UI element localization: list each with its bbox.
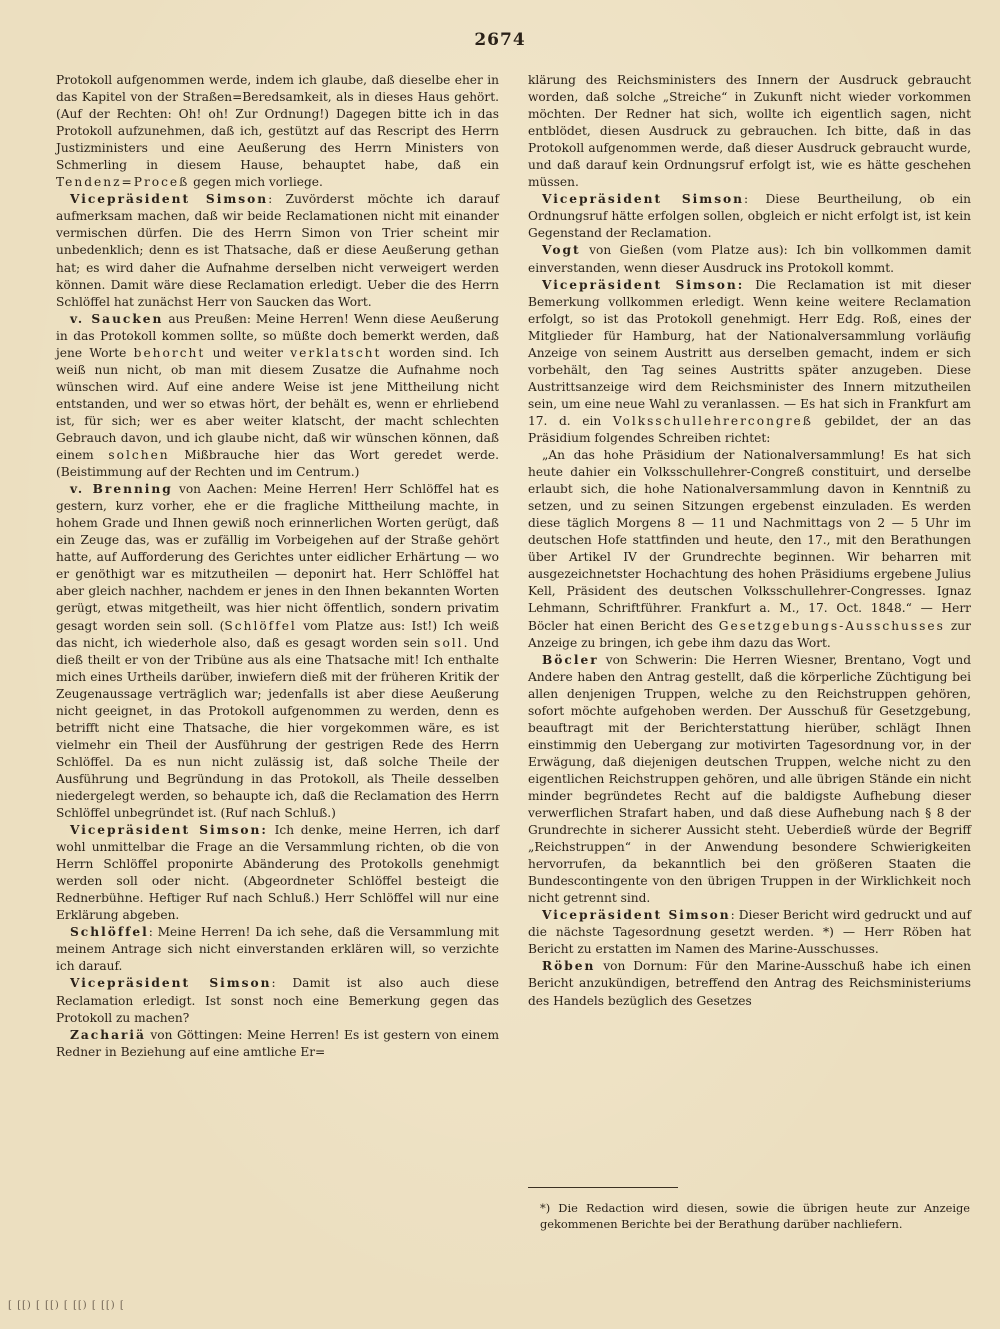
body-text: . Und dieß theilt er von der Tribüne aus als eine Thatsache mit! Ich enthalte mich eines Urtheils darüber, inwiefern dieß mit der früheren Kritik der Zeugenaussage verträglich war; jedenfalls ist aber diese Aeußerung nicht geeignet, in das Protokoll aufgenommen zu werden, denn es betrifft nicht eine Thatsache, die hier vorgekommen wäre, es ist vielmehr ein Theil der Ausführung der gestrigen Rede des Herrn Schlöffel. Da es nun nicht zulässig ist, daß solche Theile der Ausführung und Begründung in das Protokoll, als Theile desselben niedergelegt werden, so behaupte ich, daß die Reclamation des Herrn Schlöffel unbegründet ist. (Ruf nach Schluß.) xyxy=(56,635,499,821)
paragraph xyxy=(528,72,971,191)
speaker-name: v. Brenning xyxy=(70,482,173,497)
speaker-name: v. Saucken xyxy=(70,311,164,326)
body-text: Mißbrauche hier das Wort geredet werde. (Beistimmung auf der Rechten und im Centrum.) xyxy=(56,448,499,480)
body-text: Die Reclamation ist mit dieser Bemerkung vollkommen erledigt. Wenn keine weitere Reclamation erfolgt, so ist das Protokoll genehmigt. Herr Edg. Roß, eines der Mitglieder für Hamburg, hat der Nationalversammlung vorläufig Anzeige von seinem Austritt aus derselben gemacht, indem er sich vorbehält, den Tag seines Austritts später anzugeben. Diese Austrittsanzeige wird dem Reichsminister des Innern mitzutheilen sein, um eine neue Wahl zu veranlassen. — Es hat sich in Frankfurt am 17. d. ein xyxy=(528,277,971,428)
paragraph xyxy=(528,242,971,276)
paragraph xyxy=(56,191,499,310)
paragraph xyxy=(56,1027,499,1061)
right-column xyxy=(528,72,971,1010)
body-text: aus Preußen: Meine Herren! Wenn diese Aeußerung in das Protokoll kommen sollte, so müßte doch bemerkt werden, daß jene Worte xyxy=(56,311,499,360)
footnote-divider xyxy=(528,1187,678,1188)
body-text: von Dornum: Für den Marine-Ausschuß habe ich einen Bericht anzukündigen, betreffend den Antrag des Reichsministeriums des Handels bezüglich des Gesetzes xyxy=(528,959,971,1008)
body-text: von Aachen: Meine Herren! Herr Schlöffel hat es gestern, kurz vorher, ehe er die fragliche Mittheilung machte, in hohem Grade und Ihnen gewiß noch erinnerlichen Worten gerügt, daß ein Zeuge das, was er zufällig im Vorbeigehen auf der Straße gehört hatte, auf Aufforderung des Gerichtes unter eidlicher Erhärtung — wo er genöthigt war es mitzutheilen — deponirt hat. Herr Schlöffel hat aber gleich nachher, nachdem er jenes in den Ihnen bekannten Worten gerügt, etwas mitgetheilt, was hier nicht öffentlich, sondern privatim gesagt worden sein soll. ( xyxy=(56,482,499,633)
body-text: : Diese Beurtheilung, ob ein Ordnungsruf hätte erfolgen sollen, obgleich er nicht erfolgt ist, ist kein Gegenstand der Reclamation. xyxy=(528,192,971,241)
speaker-name: Vicepräsident Simson: xyxy=(542,277,745,292)
paragraph xyxy=(528,191,971,242)
speaker-name: Röben xyxy=(542,959,596,974)
paragraph xyxy=(56,481,499,822)
paragraph xyxy=(56,975,499,1026)
scan-margin-marks: [ [[) [ [[) [ [[) [ [[) [ xyxy=(8,1300,125,1311)
speaker-name: Böcler xyxy=(542,652,599,667)
speaker-name: Vicepräsident Simson: xyxy=(70,823,268,838)
body-text: zur Anzeige zu bringen, ich gebe ihm dazu das Wort. xyxy=(528,618,971,650)
paragraph xyxy=(528,652,971,908)
paragraph xyxy=(56,72,499,191)
emphasized-text: solchen xyxy=(108,448,170,463)
body-text: : Zuvörderst möchte ich darauf aufmerksam machen, daß wir beide Reclamationen nicht mit einander vermischen dürfen. Die des Herrn Simon von Trier scheint mir unbedenklich; denn es ist Thatsache, daß er diese Aeußerung gethan hat; es wird daher die Aufnahme derselben nicht verweigert werden können. Damit wäre diese Reclamation erledigt. Ueber die des Herrn Schlöffel hat zunächst Herr von Saucken das Wort. xyxy=(56,192,499,309)
emphasized-text: Gesetzgebungs-Ausschusses xyxy=(718,618,945,633)
body-text: : Damit ist also auch diese Reclamation erledigt. Ist sonst noch eine Bemerkung gegen das Protokoll zu machen? xyxy=(56,976,499,1025)
body-text: : Dieser Bericht wird gedruckt und auf die nächste Tagesordnung gesetzt werden. *) — Herr Röben hat Bericht zu erstatten im Namen des Marine-Ausschusses. xyxy=(528,908,971,957)
paragraph xyxy=(528,447,971,652)
paragraph xyxy=(528,958,971,1009)
emphasized-text: behorcht xyxy=(133,345,206,360)
emphasized-text: verklatscht xyxy=(290,345,382,360)
body-text: Ich denke, meine Herren, ich darf wohl unmittelbar die Frage an die Versammlung richten, ob die von Herrn Schlöffel proponirte Abänderung des Protokolls genehmigt werden soll oder nicht. (Abgeordneter Schlöffel besteigt die Rednerbühne. Heftiger Ruf nach Schluß.) Herr Schlöffel will nur eine Erklärung abgeben. xyxy=(56,823,499,923)
paragraph xyxy=(56,311,499,481)
footnote: *) Die Redaction wird diesen, sowie die übrigen heute zur Anzeige gekommenen Berichte bei der Berathung darüber nachliefern. xyxy=(540,1201,970,1231)
speaker-name: Vicepräsident Simson xyxy=(70,192,269,207)
emphasized-text: Tendenz=Proceß xyxy=(56,175,190,190)
body-text: worden sind. Ich weiß nun nicht, ob man mit diesem Zusatze die Aufnahme noch wünschen wird. Auf eine andere Weise ist jene Mittheilung nicht entstanden, und wer so etwas hört, der behält es, wenn er ehrliebend ist, für sich; wer es aber weiter klatscht, der macht schlechten Gebrauch davon, und ich glaube nicht, daß wir wünschen können, daß einem xyxy=(56,345,499,463)
body-text: von Gießen (vom Platze aus): Ich bin vollkommen damit einverstanden, wenn dieser Ausdruck ins Protokoll kommt. xyxy=(528,243,971,275)
body-text: Protokoll aufgenommen werde, indem ich glaube, daß dieselbe eher in das Kapitel von der Straßen=Beredsamkeit, als in dieses Haus gehört. (Auf der Rechten: Oh! oh! Zur Ordnung!) Dagegen bitte ich in das Protokoll aufzunehmen, daß ich, gestützt auf das Rescript des Herrn Justizministers und eine Aeußerung des Herrn Ministers von Schmerling in diesem Hause, behauptet habe, daß ein xyxy=(56,73,499,173)
paragraph xyxy=(528,907,971,958)
emphasized-text: soll xyxy=(434,635,464,650)
paragraph xyxy=(528,277,971,447)
speaker-name: Vicepräsident Simson xyxy=(70,976,272,991)
body-text: klärung des Reichsministers des Innern der Ausdruck gebraucht worden, daß solche „Streiche“ in Zukunft nicht wieder vorkommen möchten. Der Redner hat sich, wollte ich eigentlich sagen, nicht entblödet, diesen Ausdruck zu gebrauchen. Ich bitte, daß in das Protokoll aufgenommen werde, daß dieser Ausdruck gebraucht wurde, und daß darauf kein Ordnungsruf erfolgt ist, wie es hätte geschehen müssen. xyxy=(528,73,971,190)
body-text: von Göttingen: Meine Herren! Es ist gestern von einem Redner in Beziehung auf eine amtliche Er= xyxy=(56,1027,499,1059)
speaker-name: Vicepräsident Simson xyxy=(542,908,731,923)
body-text: „An das hohe Präsidium der Nationalversammlung! Es hat sich heute dahier ein Volksschullehrer-Congreß constituirt, und derselbe erlaubt sich, die hohe Nationalversammlung davon in Kenntniß zu setzen, und zu seinen Sitzungen ergebenst einzuladen. Es werden diese täglich Morgens 8 — 11 und Nachmittags von 2 — 5 Uhr im deutschen Hofe stattfinden und heute, den 17., mit den Berathungen über Artikel IV der Grundrechte beginnen. Wir beharren mit ausgezeichnetster Hochachtung des hohen Präsidiums ergebene Julius Kell, Präsident des deutschen Volksschullehrer-Congresses. Ignaz Lehmann, Schriftführer. Frankfurt a. M., 17. Oct. 1848.“ — Herr Böcler hat einen Bericht des xyxy=(528,448,971,633)
speaker-name: Vogt xyxy=(542,243,581,258)
paragraph xyxy=(56,822,499,924)
speaker-name: Schlöffel xyxy=(70,925,149,940)
body-text: von Schwerin: Die Herren Wiesner, Brentano, Vogt und Andere haben den Antrag gestellt, daß die körperliche Züchtigung bei allen denjenigen Truppen, welche zu den Reichstruppen gehören, sofort möchte aufgehoben werden. Der Ausschuß für Gesetzgebung, beauftragt mit der Berichterstattung hierüber, schlägt Ihnen einstimmig den Uebergang zur motivirten Tagesordnung vor, in der Erwägung, daß diejenigen deutschen Truppen, welche nicht zu den eigentlichen Reichstruppen gehören, und alle übrigen Stände ein nicht minder begründetes Recht auf die baldigste Aufhebung dieser verwerflichen Strafart haben, und daß diese Aufhebung nach § 8 der Grundrechte in sicherer Aussicht steht. Ueberdieß würde der Begriff „Reichstruppen“ in der Anwendung besondere Schwierigkeiten hervorrufen, da bekanntlich bei den größeren Staaten die Bundescontingente von den übrigen Truppen in der Wirklichkeit noch nicht getrennt sind. xyxy=(528,652,971,906)
body-text: : Meine Herren! Da ich sehe, daß die Versammlung mit meinem Antrage sich nicht einverstanden erklären will, so verzichte ich darauf. xyxy=(56,925,499,974)
body-text: gebildet, der an das Präsidium folgendes Schreiben richtet: xyxy=(528,413,972,445)
emphasized-text: Schlöffel xyxy=(224,618,297,633)
body-text: gegen mich vorliege. xyxy=(189,175,323,190)
speaker-name: Zachariä xyxy=(70,1027,146,1042)
left-column xyxy=(56,72,499,1061)
emphasized-text: Volksschullehrercongreß xyxy=(612,413,813,428)
page-number: 2674 xyxy=(474,30,526,50)
body-text: und weiter xyxy=(205,345,291,360)
body-text: vom Platze aus: Ist!) Ich weiß das nicht, ich wiederhole also, daß es gesagt worden sein xyxy=(56,618,500,650)
speaker-name: Vicepräsident Simson xyxy=(542,192,745,207)
paragraph xyxy=(56,924,499,975)
